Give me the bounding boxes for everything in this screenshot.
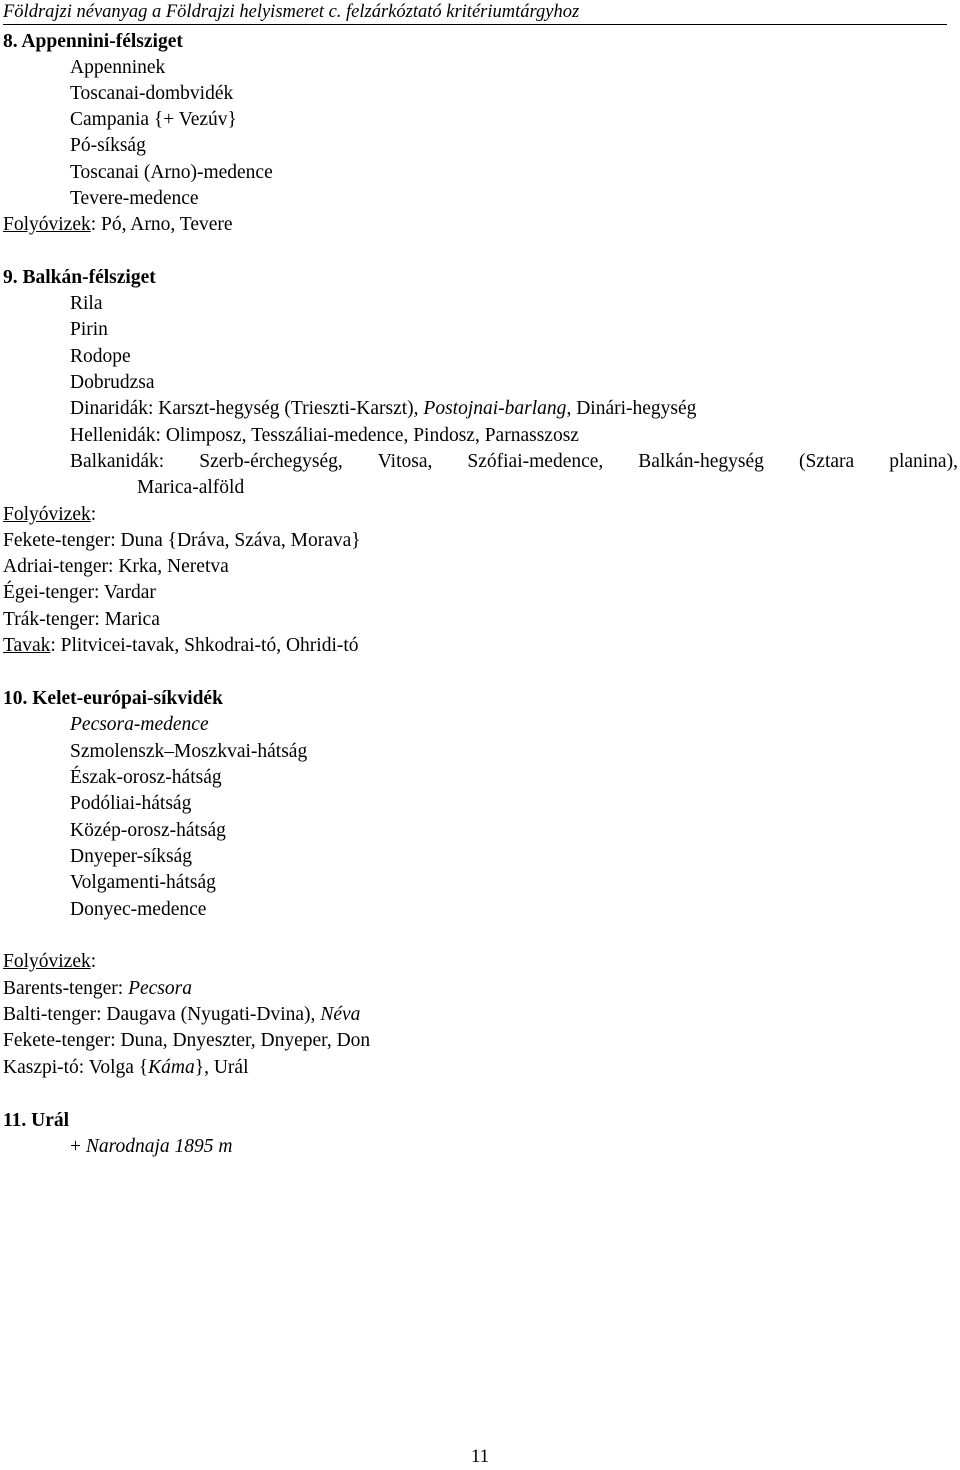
dinaridak-text-end: , Dinári-hegység: [566, 398, 697, 419]
river-line: Adriai-tenger: Krka, Neretva: [3, 556, 229, 577]
section-11-title: 11. Urál: [3, 1110, 70, 1131]
list-item: Szmolenszk–Moszkvai-hátság: [70, 741, 308, 762]
list-item: [70, 1134, 233, 1160]
lakes-list: : Plitvicei-tavak, Shkodrai-tó, Ohridi-tó: [50, 635, 359, 656]
river-italic: Pecsora: [128, 978, 192, 999]
section-8-title: 8. Appennini-félsziget: [3, 31, 183, 52]
list-item: Appenninek: [70, 57, 166, 78]
dinaridak-text: Dinaridák: Karszt-hegység (Trieszti-Karszt),: [70, 398, 424, 419]
rivers-heading: [3, 502, 96, 528]
running-header: Földrajzi névanyag a Földrajzi helyismeret c. felzárkóztató kritériumtárgyhoz: [3, 0, 947, 25]
river-text-end: }, Urál: [194, 1057, 249, 1078]
river-line: [3, 1002, 360, 1028]
balkanidak-word: Balkán-hegység: [638, 451, 764, 472]
rivers-line: [3, 212, 233, 238]
section-10-title: 10. Kelet-európai-síkvidék: [3, 688, 223, 709]
dinaridak-line: [70, 396, 696, 422]
list-item: Pó-síkság: [70, 135, 146, 156]
hellenidak-line: Hellenidák: Olimposz, Tesszáliai-medence, Pindosz, Parnasszosz: [70, 425, 579, 446]
section-9-title: 9. Balkán-félsziget: [3, 267, 156, 288]
lakes-label: Tavak: [3, 635, 51, 656]
balkanidak-word: (Sztara: [798, 451, 855, 472]
rivers-colon: :: [90, 504, 97, 525]
rivers-label: Folyóvizek: [3, 504, 91, 525]
lakes-line: [3, 633, 359, 659]
list-item: Campania {+ Vezúv}: [70, 109, 237, 130]
river-line: Égei-tenger: Vardar: [3, 582, 156, 603]
river-italic: Káma: [148, 1057, 195, 1078]
list-item: Podóliai-hátság: [70, 793, 192, 814]
list-item: Észak-orosz-hátság: [70, 767, 222, 788]
balkanidak-line: [70, 449, 958, 475]
river-text: Balti-tenger: Daugava (Nyugati-Dvina),: [3, 1004, 321, 1025]
river-text: Barents-tenger:: [3, 978, 129, 999]
balkanidak-word: Szerb-érchegység,: [199, 451, 343, 472]
balkanidak-word: Szófiai-medence,: [467, 451, 604, 472]
list-item: Volgamenti-hátság: [70, 872, 216, 893]
list-item: Rodope: [70, 346, 131, 367]
list-item: Közép-orosz-hátság: [70, 820, 226, 841]
list-item: Tevere-medence: [70, 188, 199, 209]
rivers-list: : Pó, Arno, Tevere: [90, 214, 233, 235]
list-item: Rila: [70, 293, 103, 314]
rivers-colon: :: [90, 951, 97, 972]
river-line: Fekete-tenger: Duna, Dnyeszter, Dnyeper, Don: [3, 1030, 371, 1051]
rivers-label: Folyóvizek: [3, 951, 91, 972]
list-item: Pirin: [70, 319, 108, 340]
balkanidak-word: planina),: [889, 451, 958, 472]
list-item: Dobrudzsa: [70, 372, 155, 393]
rivers-label: Folyóvizek: [3, 214, 91, 235]
balkanidak-word: Balkanidák:: [70, 451, 165, 472]
plus-sign: +: [70, 1136, 86, 1157]
river-line: [3, 1055, 249, 1081]
list-item: Pecsora-medence: [70, 714, 209, 735]
list-item: Toscanai-dombvidék: [70, 83, 234, 104]
balkanidak-continuation: Marica-alföld: [137, 477, 245, 498]
list-item: Donyec-medence: [70, 899, 207, 920]
list-item: Toscanai (Arno)-medence: [70, 162, 273, 183]
river-line: Fekete-tenger: Duna {Dráva, Száva, Morava}: [3, 530, 361, 551]
list-item: Dnyeper-síkság: [70, 846, 192, 867]
balkanidak-word: Vitosa,: [377, 451, 433, 472]
rivers-heading: [3, 949, 96, 975]
peak-italic: Narodnaja 1895 m: [85, 1136, 233, 1157]
river-text: Kaszpi-tó: Volga {: [3, 1057, 149, 1078]
river-line: Trák-tenger: Marica: [3, 609, 160, 630]
postojna-italic: Postojnai-barlang: [423, 398, 567, 419]
page-number: 11: [470, 1446, 490, 1467]
river-line: [3, 976, 192, 1002]
river-italic: Néva: [320, 1004, 361, 1025]
